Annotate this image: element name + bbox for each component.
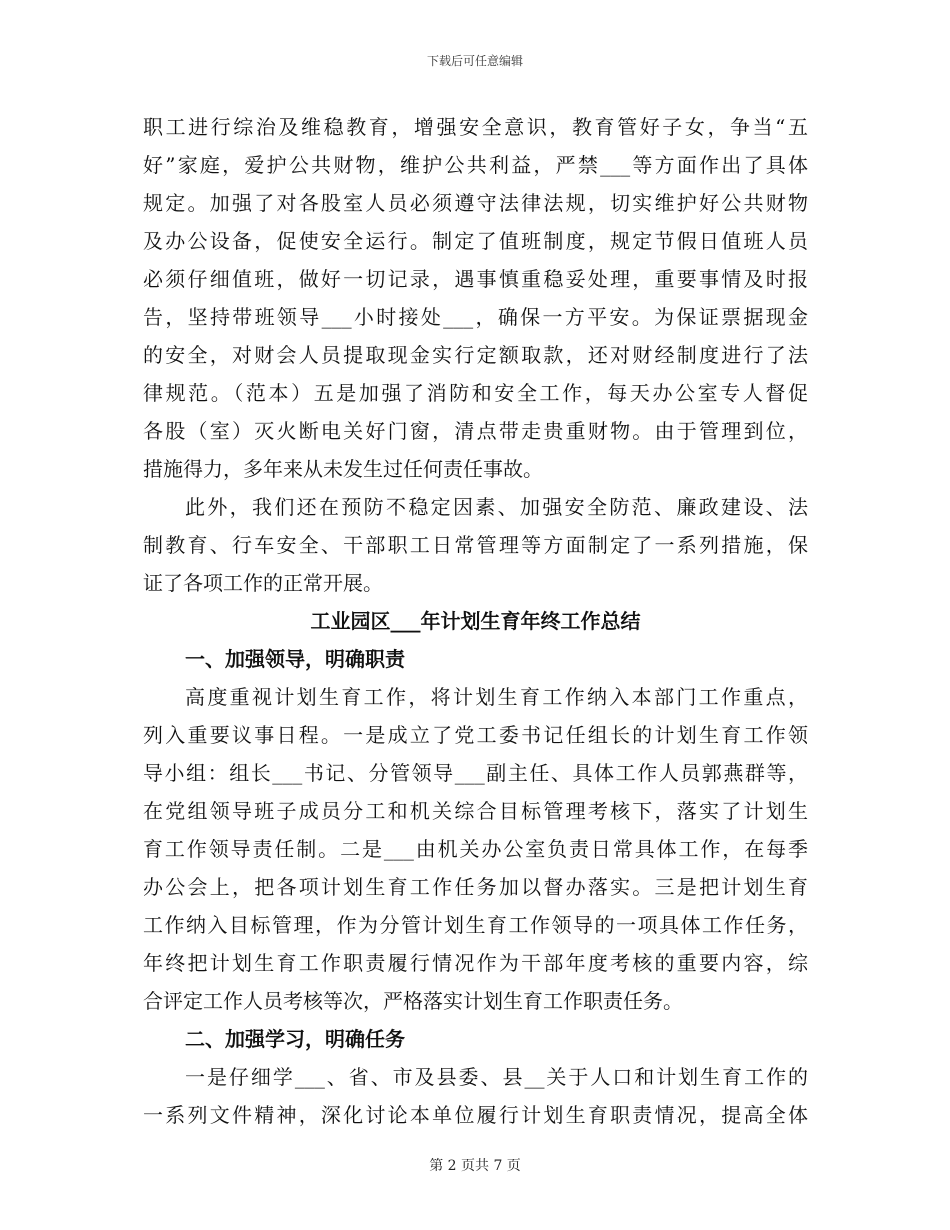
text-line: 及办公设备，促使安全运行。制定了值班制度，规定节假日值班人员	[143, 229, 808, 253]
text-line: 告，坚持带班领导___小时接处___，确保一方平安。为保证票据现金	[143, 305, 808, 329]
page-footer: 第 2 页共 7 页	[429, 1158, 521, 1174]
text-line: 工作纳入目标管理，作为分管计划生育工作领导的一项具体工作任务，	[143, 913, 808, 937]
text-line: 一是仔细学___、省、市及县委、县__关于人口和计划生育工作的	[185, 1065, 808, 1089]
paragraph	[143, 108, 808, 488]
text-line: 的安全，对财会人员提取现金实行定额取款，还对财经制度进行了法	[143, 343, 808, 367]
document-body	[143, 108, 808, 1134]
text-line: 律规范。（范本）五是加强了消防和安全工作，每天办公室专人督促	[143, 381, 808, 405]
text-line: 育工作领导责任制。二是___由机关办公室负责日常具体工作，在每季	[143, 837, 808, 861]
text-line: 职工进行综治及维稳教育，增强安全意识，教育管好子女，争当“五	[143, 115, 808, 139]
text-line: 好”家庭，爱护公共财物，维护公共利益，严禁___等方面作出了具体	[143, 153, 808, 177]
section-heading: 二、加强学习，明确任务	[185, 1027, 405, 1051]
paragraph	[143, 488, 808, 602]
text-line: 一系列文件精神，深化讨论本单位履行计划生育职责情况，提高全体	[143, 1103, 808, 1127]
text-line: 列入重要议事日程。一是成立了党工委书记任组长的计划生育工作领	[143, 723, 808, 747]
section-heading: 一、加强领导，明确职责	[185, 647, 405, 671]
section	[143, 1020, 808, 1134]
text-line: 年终把计划生育工作职责履行情况作为干部年度考核的重要内容，综	[143, 951, 808, 975]
text-line: 各股（室）灭火断电关好门窗，清点带走贵重财物。由于管理到位，	[143, 419, 808, 443]
text-line: 此外，我们还在预防不稳定因素、加强安全防范、廉政建设、法	[185, 495, 808, 519]
text-line: 导小组：组长___书记、分管领导___副主任、具体工作人员郭燕群等，	[143, 761, 808, 785]
text-line: 规定。加强了对各股室人员必须遵守法律法规，切实维护好公共财物	[143, 191, 808, 215]
text-line: 办公会上，把各项计划生育工作任务加以督办落实。三是把计划生育	[143, 875, 808, 899]
document-title: 工业园区___年计划生育年终工作总结	[310, 609, 641, 633]
text-line: 合评定工作人员考核等次，严格落实计划生育工作职责任务。	[143, 989, 683, 1013]
text-line: 高度重视计划生育工作，将计划生育工作纳入本部门工作重点，	[185, 685, 808, 709]
page-header: 下载后可任意编辑	[426, 54, 523, 68]
text-line: 措施得力，多年来从未发生过任何责任事故。	[143, 457, 543, 481]
text-line: 证了各项工作的正常开展。	[143, 571, 383, 595]
text-line: 在党组领导班子成员分工和机关综合目标管理考核下，落实了计划生	[143, 799, 808, 823]
text-line: 必须仔细值班，做好一切记录，遇事慎重稳妥处理，重要事情及时报	[143, 267, 808, 291]
text-line: 制教育、行车安全、干部职工日常管理等方面制定了一系列措施，保	[143, 533, 808, 557]
section	[143, 640, 808, 1020]
